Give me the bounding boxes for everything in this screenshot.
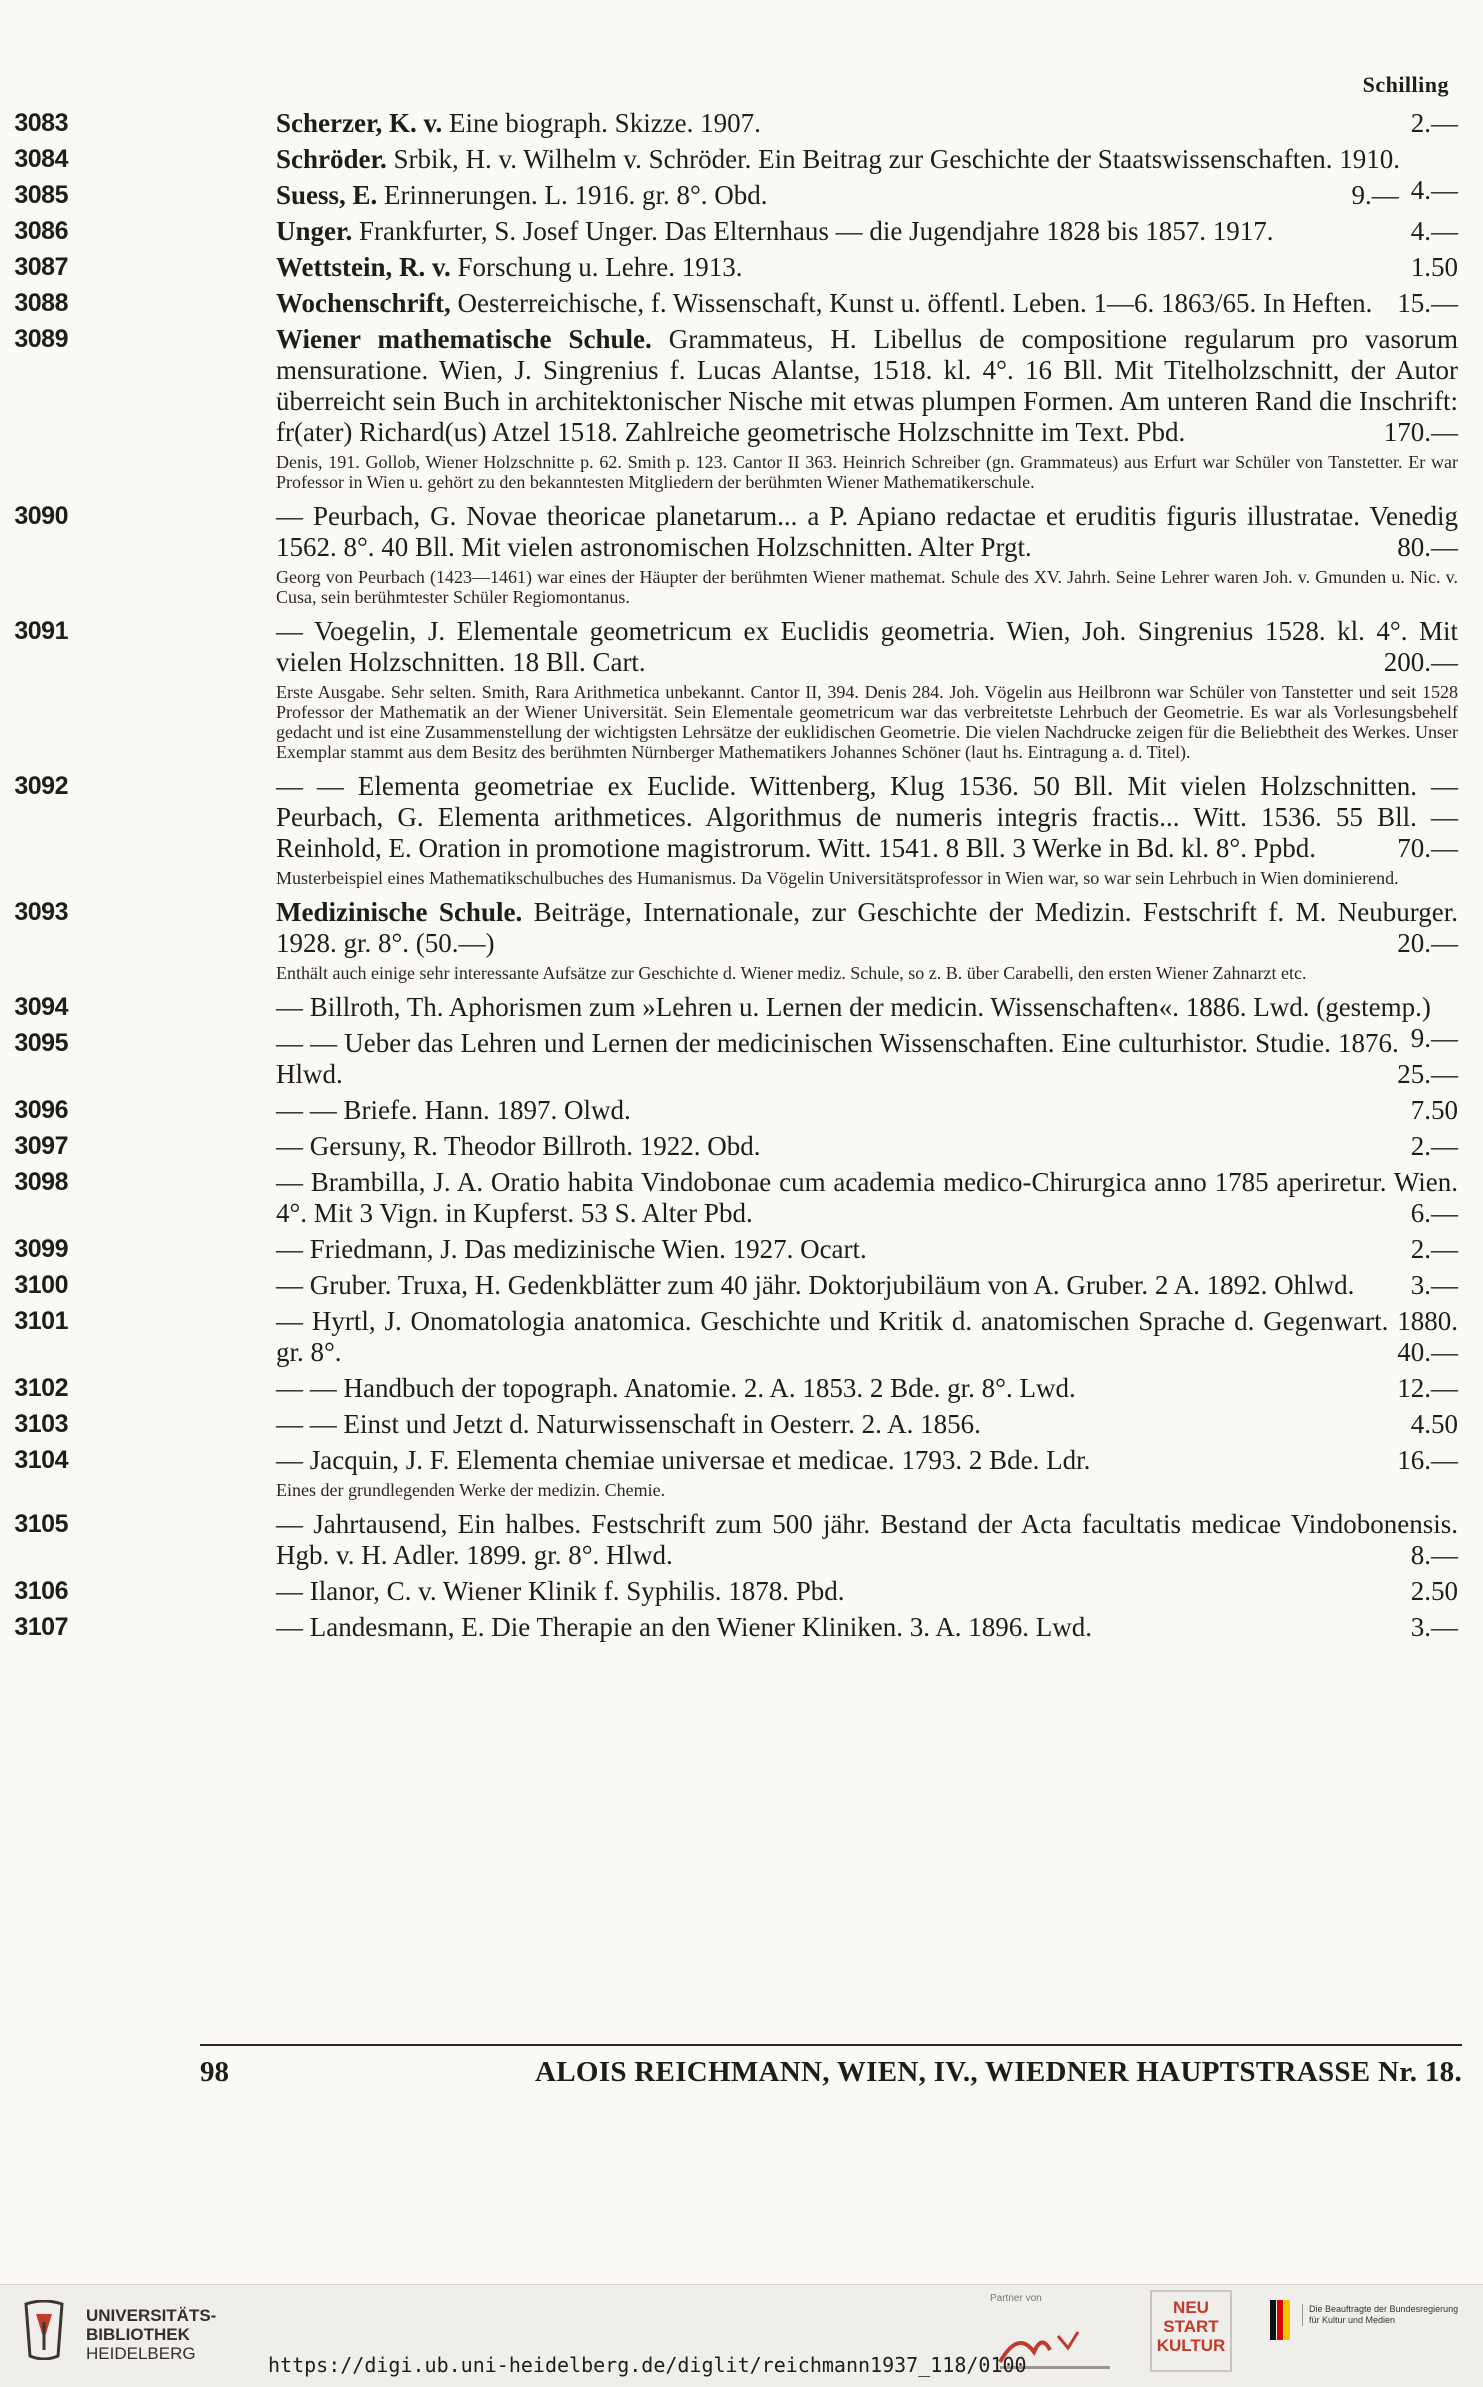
- entry-description: — Gruber. Truxa, H. Gedenkblätter zum 40 jähr. Doktorjubiläum von A. Gruber. 2 A. 1892. Ohlwd.: [276, 1270, 1355, 1300]
- entry-number: 3100: [14, 1271, 68, 1299]
- entry-heading: Wiener mathematische Schule.: [276, 324, 652, 354]
- entry-description: — Friedmann, J. Das medizinische Wien. 1927. Ocart.: [276, 1234, 867, 1264]
- entry-text: [276, 1270, 1458, 1301]
- entry-text: [276, 1409, 1458, 1440]
- library-name-line-2: BIBLIOTHEK: [86, 2325, 190, 2344]
- entry-description: — — Einst und Jetzt d. Naturwissenschaft in Oesterr. 2. A. 1856.: [276, 1409, 981, 1439]
- catalog-entry: [14, 897, 1458, 983]
- entry-heading: Suess, E.: [276, 180, 378, 210]
- university-seal-icon: [20, 2300, 68, 2360]
- entry-description: Grammateus, H. Libellus de compositione regularum pro vasorum mensuratione. Wien, J. Singrenius f. Lucas Alantse, 1518. kl. 4°. 16 Bll. Mit Titelholzschnitt, der Autor überreicht sein Buch in architektonischer Nische mit etwas plumpen Formen. Am unteren Rand die Inschrift: fr(ater) Richard(us) Atzel 1518. Zahlreiche geometrische Holzschnitte im Text. Pbd.: [276, 324, 1459, 447]
- library-name[interactable]: [86, 2306, 216, 2363]
- neustart-line-1: NEU: [1173, 2298, 1209, 2317]
- entry-price: 170.—: [1383, 417, 1458, 447]
- entry-heading: Schröder.: [276, 144, 387, 174]
- entry-price: 12.—: [1397, 1373, 1458, 1403]
- entry-description: — Ilanor, C. v. Wiener Klinik f. Syphilis. 1878. Pbd.: [276, 1576, 845, 1606]
- entry-price: 25.—: [1397, 1059, 1458, 1089]
- federal-eagle-flag-icon: [1270, 2300, 1290, 2340]
- catalog-entry: [14, 771, 1458, 888]
- catalog-entry: [14, 1095, 1458, 1126]
- entry-price: 15.—: [1397, 288, 1458, 318]
- entry-description: — Brambilla, J. A. Oratio habita Vindobonae cum academia medico-Chirurgica anno 1785 aperiretur. Wien. 4°. Mit 3 Vign. in Kupferst. 53 S. Alter Pbd.: [276, 1167, 1458, 1228]
- entry-spacer: [190, 492, 1458, 501]
- entry-description: — Billroth, Th. Aphorismen zum »Lehren u. Lernen der medicin. Wissenschaften«. 1886. Lwd. (gestemp.): [276, 992, 1431, 1022]
- entry-annotation: Erste Ausgabe. Sehr selten. Smith, Rara Arithmetica unbekannt. Cantor II, 394. Denis 284. Joh. Vögelin aus Heilbronn war Schüler von Tanstetter und seit 1528 Professor der Mathematik an der Wiener Universität. Sein Elementale geometricum war das verbreitetste Lehrbuch der Geometrie. Es war als Vorlesungsbehelf gedacht und ist eine Zusammenstellung der wichtigsten Lehrsätze der euklidischen Geometrie. Die vielen Nachdrucke zeigen für die Beliebtheit des Werkes. Unser Exemplar stammt aus dem Besitz des berühmten Nürnberger Mathematikers Johannes Schöner (laut hs. Eintragung a. d. Titel).: [276, 682, 1458, 762]
- entry-number: 3087: [14, 253, 68, 281]
- entry-text: [276, 897, 1458, 959]
- entry-description: Srbik, H. v. Wilhelm v. Schröder. Ein Beitrag zur Geschichte der Staatswissenschaften. 1910.: [386, 144, 1400, 174]
- catalog-entry: [14, 1509, 1458, 1571]
- catalog-entry: [14, 1234, 1458, 1265]
- entry-text: [276, 1234, 1458, 1265]
- running-header: Schilling: [1362, 72, 1449, 97]
- entry-description: Beiträge, Internationale, zur Geschichte der Medizin. Festschrift f. M. Neuburger. 1928. gr. 8°. (50.—): [276, 897, 1458, 958]
- entry-annotation: Musterbeispiel eines Mathematikschulbuches des Humanismus. Da Vögelin Universitätsprofessor in Wien war, so war sein Lehrbuch in Wien dominierend.: [276, 868, 1399, 888]
- entry-annotation: Eines der grundlegenden Werke der medizin. Chemie.: [276, 1480, 666, 1500]
- entry-annotation: Denis, 191. Gollob, Wiener Holzschnitte p. 62. Smith p. 123. Cantor II 363. Heinrich Schreiber (gn. Grammateus) aus Erfurt war Schüler von Tanstetter. Er war Professor in Wien u. gehört zu den bekanntesten Mitgliedern der berühmten Wiener Mathematikerschule.: [276, 452, 1458, 492]
- entry-text: [276, 1373, 1458, 1404]
- entry-heading: Unger.: [276, 216, 353, 246]
- entry-price: 16.—: [1397, 1445, 1458, 1475]
- entry-number: 3093: [14, 898, 68, 926]
- entry-number: 3089: [14, 325, 68, 353]
- entry-spacer: [190, 1500, 1458, 1509]
- bkm-logo[interactable]: [1270, 2300, 1470, 2360]
- entry-number: 3084: [14, 145, 68, 173]
- entry-price: 7.50: [1410, 1095, 1458, 1125]
- entry-description: — Hyrtl, J. Onomatologia anatomica. Geschichte und Kritik d. anatomischen Sprache d. Gegenwart. 1880. gr. 8°.: [276, 1306, 1458, 1367]
- entry-description: Erinnerungen. L. 1916. gr. 8°. Obd.: [377, 180, 768, 210]
- catalog-entry: [14, 1576, 1458, 1607]
- entry-number: 3101: [14, 1307, 68, 1335]
- entry-price: 3.—: [1410, 1270, 1458, 1300]
- entry-number: 3107: [14, 1613, 68, 1641]
- catalog-entry: [14, 1612, 1458, 1643]
- catalog-entry: [14, 108, 1458, 139]
- entry-number: 3090: [14, 502, 68, 530]
- catalog-entry: [14, 616, 1458, 762]
- entry-description: — — Elementa geometriae ex Euclide. Wittenberg, Klug 1536. 50 Bll. Mit vielen Holzschnitten. — Peurbach, G. Elementa arithmetices. Algorithmus de numeris integris fractis... Witt. 1536. 55 Bll. — Reinhold, E. Oration in promotione magistrorum. Witt. 1541. 8 Bll. 3 Werke in Bd. kl. 8°. Ppbd.: [276, 771, 1458, 863]
- entry-number: 3096: [14, 1096, 68, 1124]
- entry-description: — Landesmann, E. Die Therapie an den Wiener Kliniken. 3. A. 1896. Lwd.: [276, 1612, 1092, 1642]
- entry-description: Oesterreichische, f. Wissenschaft, Kunst u. öffentl. Leben. 1—6. 1863/65. In Heften.: [450, 288, 1373, 318]
- page-number: 98: [200, 2056, 229, 2088]
- entry-description: — — Handbuch der topograph. Anatomie. 2. A. 1853. 2 Bde. gr. 8°. Lwd.: [276, 1373, 1076, 1403]
- catalog-entry: [14, 1131, 1458, 1162]
- entry-text: [276, 108, 1458, 139]
- entry-text: [276, 180, 1458, 211]
- entry-description: — Jacquin, J. F. Elementa chemiae universae et medicae. 1793. 2 Bde. Ldr.: [276, 1445, 1091, 1475]
- entry-text: [276, 1509, 1458, 1571]
- entry-number: 3095: [14, 1029, 68, 1057]
- entry-price: 70.—: [1397, 833, 1458, 863]
- entry-description: — — Briefe. Hann. 1897. Olwd.: [276, 1095, 631, 1125]
- entry-text: [276, 616, 1458, 678]
- entry-text: [276, 216, 1458, 247]
- entry-spacer: [190, 1643, 1458, 1648]
- entry-heading: Scherzer, K. v.: [276, 108, 443, 138]
- entry-number: 3104: [14, 1446, 68, 1474]
- entry-number: 3098: [14, 1168, 68, 1196]
- entry-price: 9.—: [1410, 1023, 1458, 1053]
- catalog-entry: [14, 1270, 1458, 1301]
- entry-description: Forschung u. Lehre. 1913.: [450, 252, 743, 282]
- catalog-entry: [14, 1373, 1458, 1404]
- entry-description: Eine biograph. Skizze. 1907.: [442, 108, 761, 138]
- entry-price: 2.50: [1410, 1576, 1458, 1606]
- publisher-address: ALOIS REICHMANN, WIEN, IV., WIEDNER HAUPTSTRASSE Nr. 18.: [535, 2056, 1462, 2088]
- entry-number: 3085: [14, 181, 68, 209]
- entry-description: — Gersuny, R. Theodor Billroth. 1922. Obd.: [276, 1131, 761, 1161]
- entry-description: — Peurbach, G. Novae theoricae planetarum... a P. Apiano redactae et eruditis figuris illustratae. Venedig 1562. 8°. 40 Bll. Mit vielen astronomischen Holzschnitten. Alter Prgt.: [276, 501, 1458, 562]
- entry-price: 20.—: [1397, 928, 1458, 958]
- catalog-entry: [14, 324, 1459, 492]
- catalog-entry: [14, 216, 1458, 247]
- partner-label: Partner von: [990, 2293, 1042, 2304]
- entry-description: Frankfurter, S. Josef Unger. Das Elternhaus — die Jugendjahre 1828 bis 1857. 1917.: [352, 216, 1274, 246]
- entry-spacer: [190, 607, 1458, 616]
- entry-text: [276, 1131, 1458, 1162]
- entry-price: 1.50: [1410, 252, 1458, 282]
- entry-number: 3097: [14, 1132, 68, 1160]
- catalog-entry: [14, 1306, 1458, 1368]
- entry-number: 3088: [14, 289, 68, 317]
- entry-text: [276, 1576, 1458, 1607]
- entry-number: 3103: [14, 1410, 68, 1438]
- entry-number: 3099: [14, 1235, 68, 1263]
- entry-number: 3106: [14, 1577, 68, 1605]
- entry-spacer: [190, 762, 1458, 771]
- catalog-entry: [14, 501, 1458, 607]
- footer-rule: [200, 2044, 1462, 2046]
- entry-text: [276, 324, 1458, 448]
- entry-text: [276, 992, 1458, 1053]
- library-city: HEIDELBERG: [86, 2344, 196, 2363]
- entry-text: [276, 1167, 1458, 1229]
- catalog-entry: [14, 1167, 1458, 1229]
- entry-number: 3094: [14, 993, 68, 1021]
- entry-description: — Voegelin, J. Elementale geometricum ex Euclidis geometria. Wien, Joh. Singrenius 1528. kl. 4°. Mit vielen Holzschnitten. 18 Bll. Cart.: [276, 616, 1458, 677]
- catalog-entry: [14, 252, 1458, 283]
- catalog-entries: [14, 108, 1459, 1648]
- entry-spacer: [190, 983, 1458, 992]
- entry-price: 8.—: [1410, 1540, 1458, 1570]
- entry-description: — — Ueber das Lehren und Lernen der medicinischen Wissenschaften. Eine culturhistor. Studie. 1876. Hlwd.: [276, 1028, 1399, 1089]
- entry-price: 3.—: [1410, 1612, 1458, 1642]
- entry-text: [276, 1095, 1458, 1126]
- entry-price: 80.—: [1397, 532, 1458, 562]
- entry-text: [276, 1612, 1458, 1643]
- entry-price: 2.—: [1410, 1131, 1458, 1161]
- library-name-line-1: UNIVERSITÄTS-: [86, 2306, 217, 2325]
- entry-price: 4.—: [1410, 175, 1458, 205]
- catalog-entry: [14, 180, 1458, 211]
- entry-heading: Wettstein, R. v.: [276, 252, 451, 282]
- catalog-entry: [14, 1445, 1458, 1500]
- entry-text: [276, 501, 1458, 563]
- entry-text: [276, 771, 1458, 864]
- entry-text: [276, 1028, 1458, 1090]
- neustart-line-3: KULTUR: [1156, 2336, 1226, 2355]
- entry-description: — Jahrtausend, Ein halbes. Festschrift zum 500 jähr. Bestand der Acta facultatis medicae Vindobonensis. Hgb. v. H. Adler. 1899. gr. 8°. Hlwd.: [276, 1509, 1458, 1570]
- entry-price: 9.—: [1351, 180, 1399, 210]
- entry-heading: Medizinische Schule.: [276, 897, 523, 927]
- entry-text: [276, 252, 1458, 283]
- entry-spacer: [190, 888, 1458, 897]
- bkm-text: Die Beauftragte der Bundesregierung für Kultur und Medien: [1302, 2304, 1469, 2326]
- entry-text: [276, 1306, 1458, 1368]
- entry-price: 2.—: [1410, 108, 1458, 138]
- catalog-entry: [14, 1409, 1458, 1440]
- neustart-line-2: START: [1163, 2317, 1219, 2336]
- entry-number: 3086: [14, 217, 68, 245]
- entry-price: 4.—: [1410, 216, 1458, 246]
- entry-annotation: Enthält auch einige sehr interessante Aufsätze zur Geschichte d. Wiener mediz. Schule, so z. B. über Carabelli, den ersten Wiener Zahnarzt etc.: [276, 963, 1307, 983]
- entry-number: 3083: [14, 109, 68, 137]
- entry-number: 3091: [14, 617, 68, 645]
- entry-price: 6.—: [1410, 1198, 1458, 1228]
- entry-heading: Wochenschrift,: [276, 288, 451, 318]
- entry-price: 200.—: [1383, 647, 1458, 677]
- catalog-entry: [14, 1028, 1458, 1090]
- entry-number: 3102: [14, 1374, 68, 1402]
- entry-annotation: Georg von Peurbach (1423—1461) war eines der Häupter der berühmten Wiener mathemat. Schule des XV. Jahrh. Seine Lehrer waren Joh. v. Gmunden u. Nic. v. Cusa, sein berühmtester Schüler Regiomontanus.: [276, 567, 1458, 607]
- neustart-kultur-logo[interactable]: [1150, 2290, 1232, 2372]
- entry-text: [276, 288, 1458, 319]
- entry-text: [276, 1445, 1458, 1476]
- catalog-entry: [14, 288, 1458, 319]
- entry-price: 4.50: [1410, 1409, 1458, 1439]
- entry-price: 2.—: [1410, 1234, 1458, 1264]
- entry-price: 40.—: [1397, 1337, 1458, 1367]
- entry-number: 3105: [14, 1510, 68, 1538]
- permalink-url[interactable]: https://digi.ub.uni-heidelberg.de/diglit/reichmann1937_118/0100: [268, 2353, 1027, 2377]
- entry-number: 3092: [14, 772, 68, 800]
